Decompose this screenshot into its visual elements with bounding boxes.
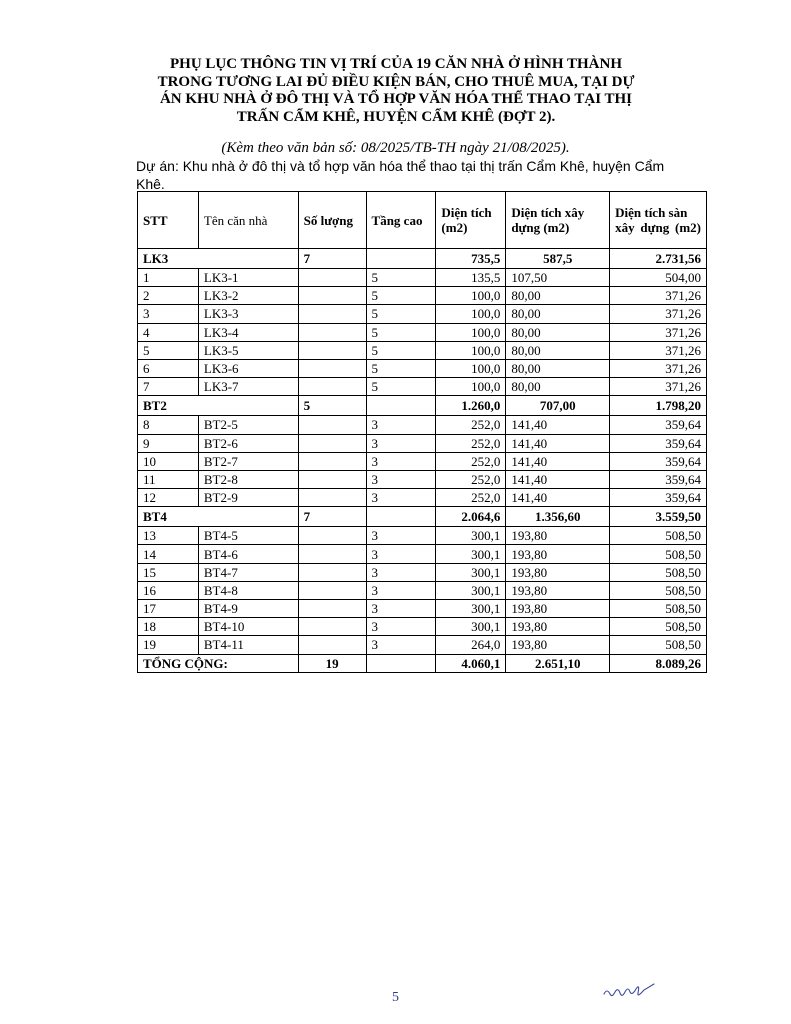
row-floor-area: 359,64	[610, 489, 707, 507]
row-qty	[298, 600, 366, 618]
table-row	[138, 359, 707, 377]
row-build-area: 80,00	[506, 305, 610, 323]
row-stt: 9	[138, 434, 199, 452]
header-floors: Tầng cao	[366, 192, 436, 249]
table-row	[138, 489, 707, 507]
table-row	[138, 416, 707, 434]
row-stt: 10	[138, 452, 199, 470]
row-area: 264,0	[436, 636, 506, 654]
row-floor-area: 371,26	[610, 305, 707, 323]
table-row	[138, 323, 707, 341]
row-name: BT4-11	[198, 636, 298, 654]
total-floors	[366, 654, 436, 672]
row-qty	[298, 452, 366, 470]
row-qty	[298, 287, 366, 305]
table-row	[138, 434, 707, 452]
row-area: 300,1	[436, 600, 506, 618]
table-row	[138, 452, 707, 470]
row-floor-area: 371,26	[610, 341, 707, 359]
group-floors	[366, 507, 436, 527]
row-name: BT2-6	[198, 434, 298, 452]
row-name: LK3-4	[198, 323, 298, 341]
row-floor-area: 371,26	[610, 359, 707, 377]
row-floor-area: 359,64	[610, 470, 707, 488]
row-name: BT2-7	[198, 452, 298, 470]
row-floor-area: 371,26	[610, 323, 707, 341]
table-row	[138, 287, 707, 305]
group-name: BT2	[138, 396, 299, 416]
table-row	[138, 378, 707, 396]
row-area: 300,1	[436, 545, 506, 563]
row-qty	[298, 269, 366, 287]
row-build-area: 80,00	[506, 378, 610, 396]
row-floor-area: 504,00	[610, 269, 707, 287]
group-area: 2.064,6	[436, 507, 506, 527]
row-floor-area: 508,50	[610, 581, 707, 599]
row-qty	[298, 359, 366, 377]
group-qty: 5	[298, 396, 366, 416]
group-floors	[366, 396, 436, 416]
group-build-area: 587,5	[506, 249, 610, 269]
group-qty: 7	[298, 249, 366, 269]
group-area: 735,5	[436, 249, 506, 269]
row-qty	[298, 563, 366, 581]
row-floors: 5	[366, 378, 436, 396]
row-name: LK3-1	[198, 269, 298, 287]
row-area: 100,0	[436, 305, 506, 323]
row-area: 252,0	[436, 416, 506, 434]
row-qty	[298, 618, 366, 636]
row-qty	[298, 341, 366, 359]
row-area: 100,0	[436, 378, 506, 396]
row-area: 100,0	[436, 341, 506, 359]
row-qty	[298, 378, 366, 396]
row-floor-area: 508,50	[610, 600, 707, 618]
row-build-area: 141,40	[506, 470, 610, 488]
header-build-area: Diện tích xây dựng (m2)	[506, 192, 610, 249]
row-stt: 18	[138, 618, 199, 636]
row-qty	[298, 581, 366, 599]
row-area: 300,1	[436, 527, 506, 545]
row-stt: 13	[138, 527, 199, 545]
row-stt: 6	[138, 359, 199, 377]
row-qty	[298, 416, 366, 434]
row-build-area: 80,00	[506, 359, 610, 377]
row-floors: 3	[366, 636, 436, 654]
group-floors	[366, 249, 436, 269]
table-row	[138, 563, 707, 581]
row-name: BT2-5	[198, 416, 298, 434]
row-floors: 5	[366, 305, 436, 323]
total-floor-area: 8.089,26	[610, 654, 707, 672]
row-qty	[298, 305, 366, 323]
row-name: LK3-5	[198, 341, 298, 359]
row-build-area: 80,00	[506, 287, 610, 305]
row-floor-area: 359,64	[610, 434, 707, 452]
row-floors: 3	[366, 489, 436, 507]
table-row	[138, 341, 707, 359]
row-stt: 11	[138, 470, 199, 488]
row-build-area: 141,40	[506, 416, 610, 434]
row-qty	[298, 470, 366, 488]
row-floors: 3	[366, 527, 436, 545]
row-floor-area: 508,50	[610, 618, 707, 636]
group-name: BT4	[138, 507, 299, 527]
row-build-area: 193,80	[506, 618, 610, 636]
row-floors: 3	[366, 545, 436, 563]
table-row	[138, 581, 707, 599]
row-area: 300,1	[436, 618, 506, 636]
row-floor-area: 508,50	[610, 636, 707, 654]
header-name: Tên căn nhà	[198, 192, 298, 249]
row-area: 300,1	[436, 563, 506, 581]
row-qty	[298, 434, 366, 452]
document-title: PHỤ LỤC THÔNG TIN VỊ TRÍ CỦA 19 CĂN NHÀ Ở HÌNH THÀNH TRONG TƯƠNG LAI ĐỦ ĐIỀU KIỆN BÁN, CHO THUÊ MUA, TẠI DỰ ÁN KHU NHÀ Ở ĐÔ THỊ VÀ TỔ HỢP VĂN HÓA THỂ THAO TẠI THỊ TRẤN CẨM KHÊ, HUYỆN CẨM KHÊ (ĐỢT 2).	[157, 56, 635, 125]
group-row	[138, 507, 707, 527]
group-qty: 7	[298, 507, 366, 527]
row-name: LK3-3	[198, 305, 298, 323]
group-build-area: 1.356,60	[506, 507, 610, 527]
row-area: 252,0	[436, 434, 506, 452]
row-floors: 5	[366, 269, 436, 287]
row-floor-area: 359,64	[610, 452, 707, 470]
row-qty	[298, 636, 366, 654]
row-build-area: 193,80	[506, 545, 610, 563]
row-area: 252,0	[436, 489, 506, 507]
row-build-area: 80,00	[506, 341, 610, 359]
row-area: 252,0	[436, 470, 506, 488]
row-stt: 8	[138, 416, 199, 434]
group-row	[138, 249, 707, 269]
row-name: BT4-5	[198, 527, 298, 545]
row-floors: 5	[366, 359, 436, 377]
row-build-area: 193,80	[506, 527, 610, 545]
table-row	[138, 305, 707, 323]
project-line: Dự án: Khu nhà ở đô thị và tổ hợp văn hóa thể thao tại thị trấn Cẩm Khê, huyện Cẩm Khê.	[136, 158, 665, 192]
row-stt: 5	[138, 341, 199, 359]
row-qty	[298, 489, 366, 507]
table-row	[138, 269, 707, 287]
row-area: 300,1	[436, 581, 506, 599]
total-qty: 19	[298, 654, 366, 672]
row-name: BT4-8	[198, 581, 298, 599]
row-stt: 2	[138, 287, 199, 305]
group-row	[138, 396, 707, 416]
row-name: BT4-7	[198, 563, 298, 581]
header-area: Diện tích (m2)	[436, 192, 506, 249]
row-area: 100,0	[436, 359, 506, 377]
row-floor-area: 371,26	[610, 287, 707, 305]
row-qty	[298, 323, 366, 341]
row-build-area: 80,00	[506, 323, 610, 341]
group-floor-area: 1.798,20	[610, 396, 707, 416]
row-floors: 3	[366, 600, 436, 618]
row-area: 252,0	[436, 452, 506, 470]
total-build-area: 2.651,10	[506, 654, 610, 672]
row-stt: 15	[138, 563, 199, 581]
group-floor-area: 3.559,50	[610, 507, 707, 527]
row-floors: 3	[366, 563, 436, 581]
header-stt: STT	[138, 192, 199, 249]
row-floor-area: 508,50	[610, 545, 707, 563]
row-name: BT4-9	[198, 600, 298, 618]
table-row	[138, 636, 707, 654]
row-floors: 3	[366, 581, 436, 599]
row-floors: 3	[366, 618, 436, 636]
row-name: LK3-6	[198, 359, 298, 377]
row-stt: 19	[138, 636, 199, 654]
row-stt: 12	[138, 489, 199, 507]
reference-line: (Kèm theo văn bản số: 08/2025/TB-TH ngày 21/08/2025).	[221, 140, 570, 156]
row-floors: 5	[366, 341, 436, 359]
table-row	[138, 470, 707, 488]
row-floors: 3	[366, 452, 436, 470]
row-area: 135,5	[436, 269, 506, 287]
row-floor-area: 508,50	[610, 527, 707, 545]
group-area: 1.260,0	[436, 396, 506, 416]
row-build-area: 193,80	[506, 563, 610, 581]
row-stt: 17	[138, 600, 199, 618]
row-build-area: 193,80	[506, 600, 610, 618]
page-number: 5	[392, 990, 399, 1005]
group-name: LK3	[138, 249, 299, 269]
row-floors: 3	[366, 470, 436, 488]
row-name: LK3-7	[198, 378, 298, 396]
row-stt: 1	[138, 269, 199, 287]
row-stt: 16	[138, 581, 199, 599]
row-stt: 4	[138, 323, 199, 341]
row-stt: 3	[138, 305, 199, 323]
group-floor-area: 2.731,56	[610, 249, 707, 269]
row-build-area: 141,40	[506, 489, 610, 507]
row-name: BT4-10	[198, 618, 298, 636]
row-build-area: 141,40	[506, 434, 610, 452]
table-header-row	[138, 192, 707, 249]
row-build-area: 107,50	[506, 269, 610, 287]
row-floors: 3	[366, 416, 436, 434]
table-row	[138, 618, 707, 636]
table-body	[138, 249, 707, 655]
row-stt: 7	[138, 378, 199, 396]
table-row	[138, 545, 707, 563]
group-build-area: 707,00	[506, 396, 610, 416]
table-row	[138, 600, 707, 618]
row-stt: 14	[138, 545, 199, 563]
row-area: 100,0	[436, 287, 506, 305]
row-qty	[298, 527, 366, 545]
row-build-area: 193,80	[506, 636, 610, 654]
houses-table	[137, 191, 707, 673]
total-area: 4.060,1	[436, 654, 506, 672]
row-qty	[298, 545, 366, 563]
row-build-area: 193,80	[506, 581, 610, 599]
header-qty: Số lượng	[298, 192, 366, 249]
row-floors: 5	[366, 323, 436, 341]
row-floors: 3	[366, 434, 436, 452]
total-label: TỔNG CỘNG:	[138, 654, 299, 672]
row-area: 100,0	[436, 323, 506, 341]
row-name: BT2-9	[198, 489, 298, 507]
row-name: BT4-6	[198, 545, 298, 563]
row-floor-area: 371,26	[610, 378, 707, 396]
row-name: BT2-8	[198, 470, 298, 488]
row-build-area: 141,40	[506, 452, 610, 470]
row-floor-area: 508,50	[610, 563, 707, 581]
total-row	[138, 654, 707, 672]
row-floor-area: 359,64	[610, 416, 707, 434]
row-name: LK3-2	[198, 287, 298, 305]
table-row	[138, 527, 707, 545]
row-floors: 5	[366, 287, 436, 305]
signature-icon	[600, 980, 660, 1002]
header-floor-area: Diện tích sàn xây dựng (m2)	[610, 192, 707, 249]
